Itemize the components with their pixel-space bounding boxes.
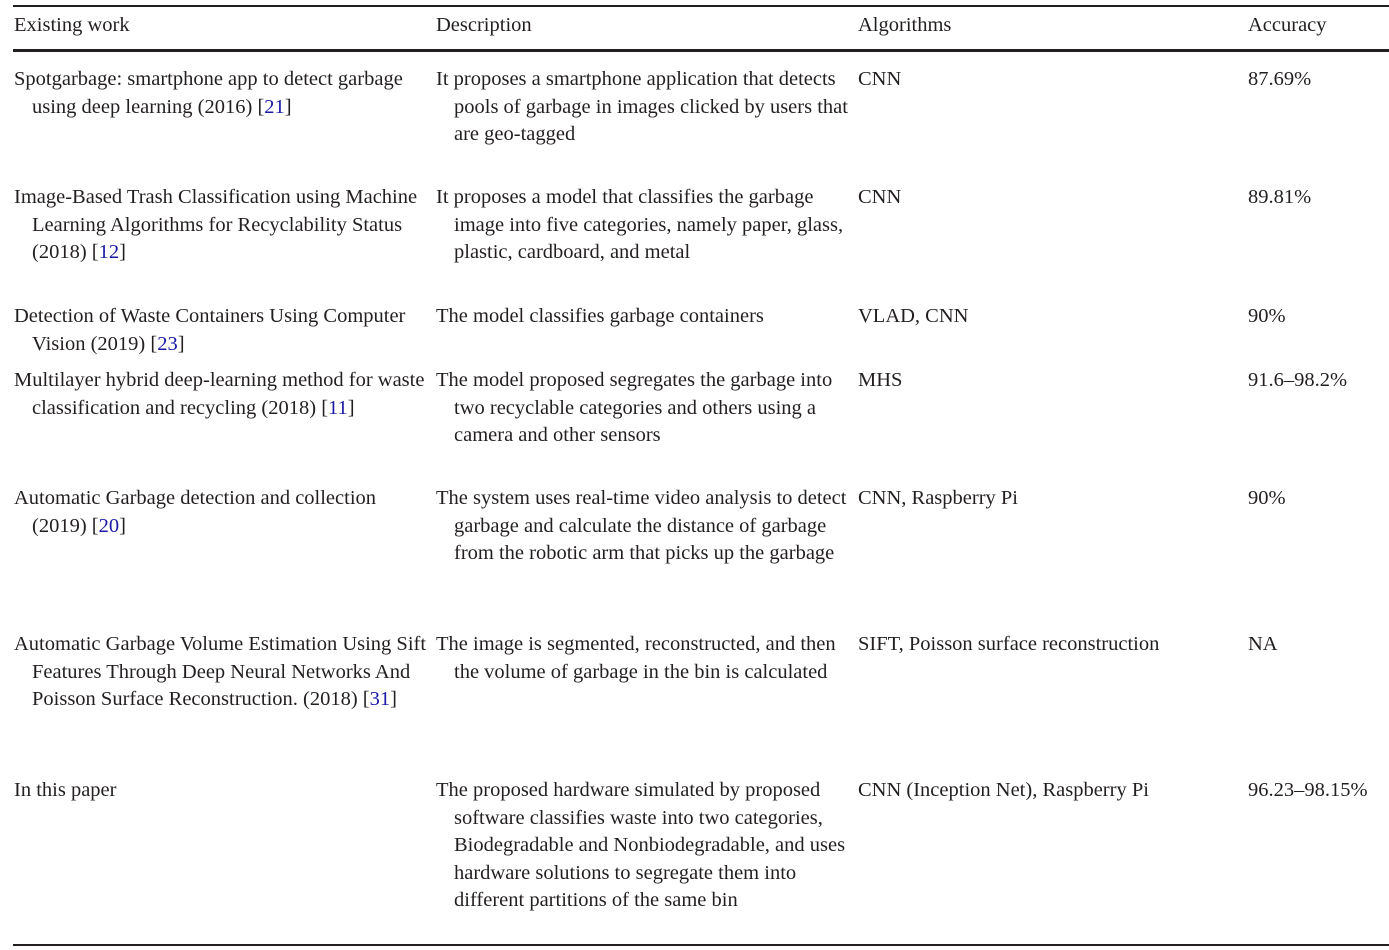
cell-accuracy: 87.69% bbox=[1248, 68, 1312, 90]
cell-description: The system uses real-time video analysis to detect garbage and calculate the distance of garbage from the robotic arm that picks up the garbage bbox=[436, 487, 847, 564]
cell-existing-work: Image-Based Trash Classification using Machine Learning Algorithms for Recyclability Status (2018) [12] bbox=[14, 186, 418, 263]
cell-description: It proposes a model that classifies the garbage image into five categories, namely paper, glass, plastic, cardboard, and metal bbox=[436, 186, 844, 263]
citation-link[interactable]: 11 bbox=[328, 396, 348, 419]
cell-accuracy: 96.23–98.15% bbox=[1248, 779, 1368, 801]
citation-link[interactable]: 20 bbox=[98, 514, 120, 537]
citation-link[interactable]: 12 bbox=[98, 241, 120, 263]
cell-existing-work: Automatic Garbage Volume Estimation Using Sift Features Through Deep Neural Networks And Poisson Surface Reconstruction. (2018) [31] bbox=[14, 633, 427, 710]
cell-accuracy: 90% bbox=[1248, 305, 1286, 327]
cell-existing-work: Spotgarbage: smartphone app to detect garbage using deep learning (2016) [21] bbox=[14, 68, 403, 118]
work-title: In this paper bbox=[14, 779, 117, 801]
cell-accuracy: 90% bbox=[1248, 487, 1286, 509]
cell-description: The image is segmented, reconstructed, and then the volume of garbage in the bin is calculated bbox=[436, 633, 836, 683]
cell-algorithms: MHS bbox=[858, 369, 903, 391]
cell-accuracy: 89.81% bbox=[1248, 186, 1312, 208]
cell-algorithms: CNN bbox=[858, 186, 902, 208]
cell-description: The proposed hardware simulated by proposed software classifies waste into two categories, Biodegradable and Nonbiodegradable, and uses hardware solutions to segregate them into different partitions of the same bin bbox=[436, 779, 846, 911]
cell-algorithms: VLAD, CNN bbox=[858, 305, 969, 327]
cell-algorithms: SIFT, Poisson surface reconstruction bbox=[858, 633, 1160, 655]
citation-link[interactable]: 21 bbox=[264, 95, 285, 118]
cell-existing-work: Automatic Garbage detection and collection (2019) [20] bbox=[14, 487, 377, 537]
cell-existing-work: Detection of Waste Containers Using Computer Vision (2019) [23] bbox=[14, 305, 406, 355]
cell-algorithms: CNN bbox=[858, 68, 902, 90]
cell-accuracy: 91.6–98.2% bbox=[1248, 369, 1348, 391]
top-rule bbox=[13, 5, 1389, 7]
cell-existing-work bbox=[14, 777, 427, 805]
work-title: Image-Based Trash Classification using Machine Learning Algorithms for Recyclability Status (2018) bbox=[14, 186, 418, 263]
cell-accuracy: NA bbox=[1248, 633, 1278, 655]
cell-description: It proposes a smartphone application that detects pools of garbage in images clicked by users that are geo-tagged bbox=[436, 68, 848, 145]
citation-link[interactable]: 31 bbox=[369, 688, 391, 710]
header-description: Description bbox=[436, 14, 532, 36]
header-existing-work: Existing work bbox=[14, 14, 130, 36]
header-rule bbox=[13, 49, 1389, 52]
cell-description: The model classifies garbage containers bbox=[436, 305, 764, 327]
cell-algorithms: CNN, Raspberry Pi bbox=[858, 487, 1019, 509]
citation-link[interactable]: 23 bbox=[157, 332, 178, 355]
cell-existing-work: Multilayer hybrid deep-learning method for waste classification and recycling (2018) [11] bbox=[14, 369, 425, 419]
header-algorithms: Algorithms bbox=[858, 14, 952, 36]
work-title: Multilayer hybrid deep-learning method for waste classification and recycling (2018) bbox=[14, 369, 425, 419]
bottom-rule bbox=[13, 944, 1389, 946]
work-title: Automatic Garbage Volume Estimation Using Sift Features Through Deep Neural Networks And Poisson Surface Reconstruction. (2018) bbox=[14, 633, 427, 710]
cell-algorithms: CNN (Inception Net), Raspberry Pi bbox=[858, 779, 1149, 801]
header-accuracy: Accuracy bbox=[1248, 14, 1327, 36]
cell-description: The model proposed segregates the garbage into two recyclable categories and others using a camera and other sensors bbox=[436, 369, 833, 446]
work-title: Detection of Waste Containers Using Computer Vision (2019) bbox=[14, 305, 406, 355]
work-title: Spotgarbage: smartphone app to detect garbage using deep learning (2016) bbox=[14, 68, 403, 118]
work-title: Automatic Garbage detection and collection (2019) bbox=[14, 487, 377, 537]
